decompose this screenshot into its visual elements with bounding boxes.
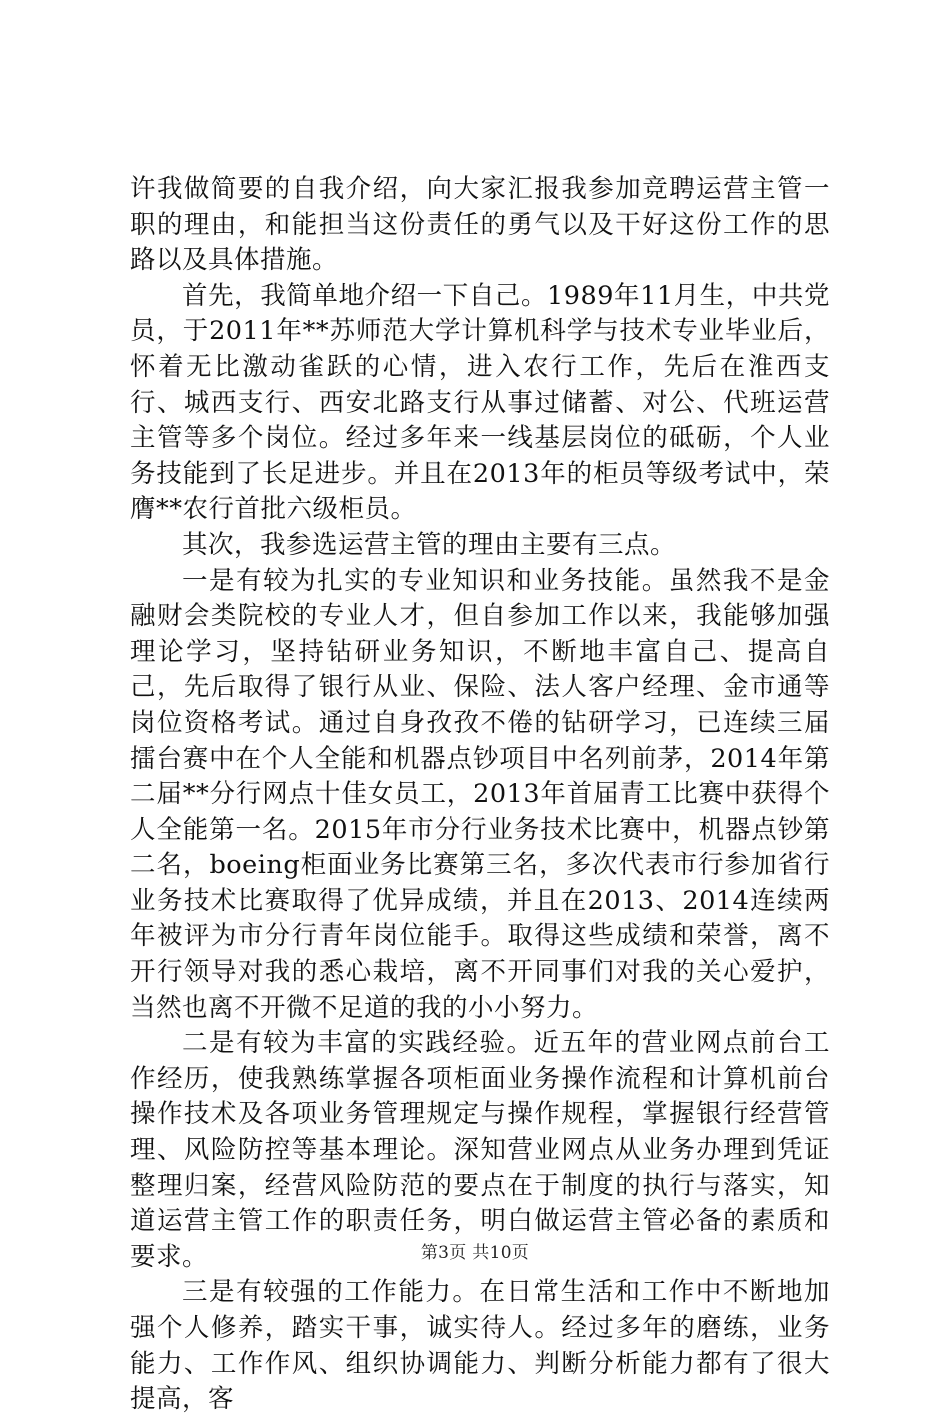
paragraph-reasons-overview: 其次，我参选运营主管的理由主要有三点。 bbox=[182, 529, 677, 560]
page-number-footer: 第3页 共10页 bbox=[420, 1243, 530, 1263]
paragraph-reason-one: 一是有较为扎实的专业知识和业务技能。虽然我不是金融财会类院校的专业人才，但自参加工作以来，我能够加强理论学习，坚持钻研业务知识，不断地丰富自己、提高自己，先后取得了银行从业、保险、法人客户经理、金市通等岗位资格考试。通过自身孜孜不倦的钻研学习，已连续三届擂台赛中在个人全能和机器点钞项目中名列前茅，2014年第二届**分行网点十佳女员工，2013年首届青工比赛中获得个人全能第一名。2015年市分行业务技术比赛中，机器点钞第二名，boeing柜面业务比赛第三名，多次代表市行参加省行业务技术比赛取得了优异成绩，并且在2013、2014连续两年被评为市分行青年岗位能手。取得这些成绩和荣誉，离不开行领导对我的悉心栽培，离不开同事们对我的关心爱护，当然也离不开微不足道的我的小小努力。 bbox=[130, 565, 830, 1023]
paragraph-intro-continuation: 许我做简要的自我介绍，向大家汇报我参加竞聘运营主管一职的理由，和能担当这份责任的勇气以及干好这份工作的思路以及具体措施。 bbox=[130, 174, 830, 276]
paragraph-self-introduction: 首先，我简单地介绍一下自己。1989年11月生，中共党员，于2011年**苏师范大学计算机科学与技术专业毕业后，怀着无比激动雀跃的心情，进入农行工作，先后在淮西支行、城西支行、西安北路支行从事过储蓄、对公、代班运营主管等多个岗位。经过多年来一线基层岗位的砥砺，个人业务技能到了长足进步。并且在2013年的柜员等级考试中，荣膺**农行首批六级柜员。 bbox=[130, 280, 830, 525]
document-body bbox=[130, 172, 830, 1418]
paragraph-reason-two: 二是有较为丰富的实践经验。近五年的营业网点前台工作经历，使我熟练掌握各项柜面业务操作流程和计算机前台操作技术及各项业务管理规定与操作规程，掌握银行经营管理、风险防控等基本理论。深知营业网点从业务办理到凭证整理归案，经营风险防范的要点在于制度的执行与落实，知道运营主管工作的职责任务，明白做运营主管必备的素质和要求。 bbox=[130, 1028, 830, 1272]
paragraph-reason-three: 三是有较强的工作能力。在日常生活和工作中不断地加强个人修养，踏实干事，诚实待人。经过多年的磨练，业务能力、工作作风、组织协调能力、判断分析能力都有了很大提高，客 bbox=[130, 1277, 830, 1415]
